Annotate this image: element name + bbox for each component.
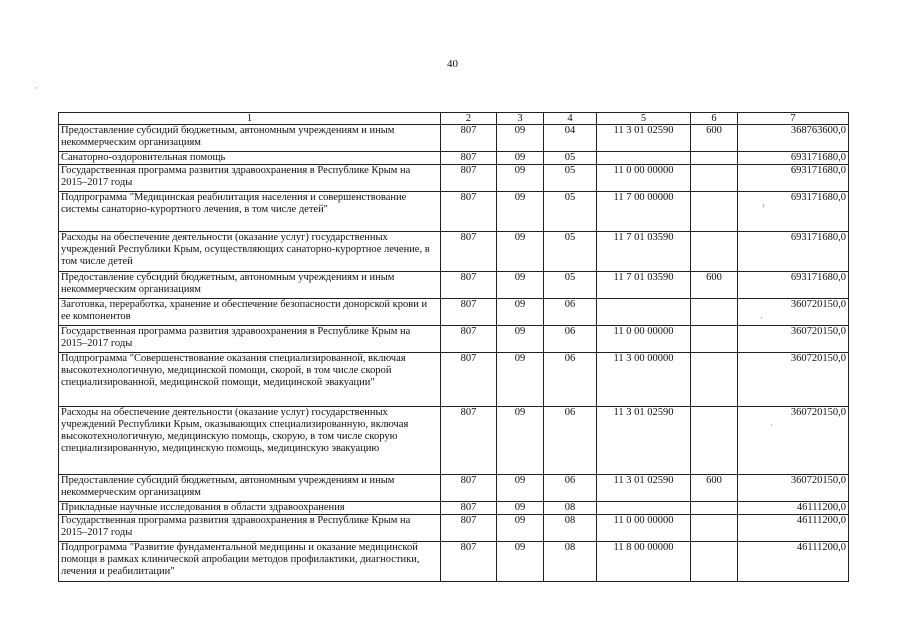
- table-row: [59, 299, 849, 326]
- column-header-5: 5: [597, 113, 691, 125]
- gr-code: 807: [441, 542, 497, 582]
- table-row: [59, 232, 849, 272]
- section-code: 09: [497, 192, 544, 232]
- margin-mark: ›: [762, 200, 765, 210]
- expense-type-code: [691, 232, 738, 272]
- amount: 693171680,0: [738, 232, 849, 272]
- subsection-code: 05: [544, 165, 597, 192]
- expense-type-code: [691, 407, 738, 475]
- gr-code: 807: [441, 502, 497, 515]
- expense-name: Подпрограмма "Развитие фундаментальной медицины и оказание медицинской помощи в рамках клинической апробации методов профилактики, диагностики, лечения и реабилитации": [59, 542, 441, 582]
- section-code: 09: [497, 475, 544, 502]
- table-row: [59, 475, 849, 502]
- gr-code: 807: [441, 125, 497, 152]
- table-row: [59, 407, 849, 475]
- expense-type-code: [691, 326, 738, 353]
- table-row: [59, 353, 849, 407]
- amount: 693171680,0: [738, 192, 849, 232]
- gr-code: 807: [441, 299, 497, 326]
- expense-name: Государственная программа развития здравоохранения в Республике Крым на 2015–2017 годы: [59, 326, 441, 353]
- expense-name: Предоставление субсидий бюджетным, автономным учреждениям и иным некоммерческим организациям: [59, 475, 441, 502]
- subsection-code: 05: [544, 272, 597, 299]
- expense-name: Подпрограмма "Медицинская реабилитация населения и совершенствование системы санаторно-курортного лечения, в том числе детей": [59, 192, 441, 232]
- section-code: 09: [497, 542, 544, 582]
- expense-name: Санаторно-оздоровительная помощь: [59, 152, 441, 165]
- gr-code: 807: [441, 165, 497, 192]
- gr-code: 807: [441, 515, 497, 542]
- section-code: 09: [497, 165, 544, 192]
- amount: 693171680,0: [738, 165, 849, 192]
- amount: 360720150,0: [738, 299, 849, 326]
- subsection-code: 05: [544, 152, 597, 165]
- section-code: 09: [497, 125, 544, 152]
- section-code: 09: [497, 502, 544, 515]
- table-row: [59, 165, 849, 192]
- target-code: [597, 502, 691, 515]
- expense-name: Подпрограмма "Совершенствование оказания специализированной, включая высокотехнологичную, медицинской помощи, скорой, в том числе скорой специализированной, медицинской помощи, медицинской эвакуации": [59, 353, 441, 407]
- section-code: 09: [497, 272, 544, 299]
- subsection-code: 05: [544, 232, 597, 272]
- table-row: [59, 125, 849, 152]
- target-code: [597, 299, 691, 326]
- column-header-6: 6: [691, 113, 738, 125]
- subsection-code: 04: [544, 125, 597, 152]
- expense-name: Расходы на обеспечение деятельности (оказание услуг) государственных учреждений Республики Крым, осуществляющих санаторно-курортное лечение, в том числе детей: [59, 232, 441, 272]
- target-code: 11 3 00 00000: [597, 353, 691, 407]
- section-code: 09: [497, 353, 544, 407]
- target-code: 11 7 01 03590: [597, 272, 691, 299]
- target-code: [597, 152, 691, 165]
- column-header-3: 3: [497, 113, 544, 125]
- gr-code: 807: [441, 152, 497, 165]
- amount: 360720150,0: [738, 353, 849, 407]
- margin-mark: ·: [35, 83, 38, 93]
- target-code: 11 7 00 00000: [597, 192, 691, 232]
- header-row: [59, 113, 849, 125]
- amount: 368763600,0: [738, 125, 849, 152]
- subsection-code: 06: [544, 407, 597, 475]
- subsection-code: 06: [544, 326, 597, 353]
- expense-type-code: 600: [691, 125, 738, 152]
- section-code: 09: [497, 152, 544, 165]
- gr-code: 807: [441, 475, 497, 502]
- table-row: [59, 515, 849, 542]
- page-number: 40: [447, 58, 458, 70]
- expense-type-code: [691, 165, 738, 192]
- subsection-code: 06: [544, 475, 597, 502]
- target-code: 11 0 00 00000: [597, 165, 691, 192]
- target-code: 11 3 01 02590: [597, 125, 691, 152]
- amount: 360720150,0: [738, 326, 849, 353]
- subsection-code: 06: [544, 353, 597, 407]
- amount: 46111200,0: [738, 502, 849, 515]
- gr-code: 807: [441, 407, 497, 475]
- table-row: [59, 326, 849, 353]
- section-code: 09: [497, 232, 544, 272]
- budget-table: [58, 112, 849, 582]
- column-header-2: 2: [441, 113, 497, 125]
- expense-type-code: [691, 192, 738, 232]
- expense-name: Предоставление субсидий бюджетным, автономным учреждениям и иным некоммерческим организациям: [59, 125, 441, 152]
- gr-code: 807: [441, 353, 497, 407]
- target-code: 11 3 01 02590: [597, 475, 691, 502]
- amount: 46111200,0: [738, 542, 849, 582]
- amount: 693171680,0: [738, 152, 849, 165]
- column-header-1: 1: [59, 113, 441, 125]
- amount: 46111200,0: [738, 515, 849, 542]
- expense-name: Государственная программа развития здравоохранения в Республике Крым на 2015–2017 годы: [59, 165, 441, 192]
- target-code: 11 3 01 02590: [597, 407, 691, 475]
- target-code: 11 8 00 00000: [597, 542, 691, 582]
- expense-type-code: [691, 299, 738, 326]
- gr-code: 807: [441, 326, 497, 353]
- expense-name: Государственная программа развития здравоохранения в Республике Крым на 2015–2017 годы: [59, 515, 441, 542]
- gr-code: 807: [441, 192, 497, 232]
- subsection-code: 08: [544, 542, 597, 582]
- expense-type-code: [691, 353, 738, 407]
- column-header-4: 4: [544, 113, 597, 125]
- expense-name: Прикладные научные исследования в области здравоохранения: [59, 502, 441, 515]
- subsection-code: 06: [544, 299, 597, 326]
- section-code: 09: [497, 407, 544, 475]
- expense-type-code: 600: [691, 475, 738, 502]
- amount: 360720150,0: [738, 475, 849, 502]
- target-code: 11 7 01 03590: [597, 232, 691, 272]
- gr-code: 807: [441, 232, 497, 272]
- table-row: [59, 272, 849, 299]
- subsection-code: 08: [544, 502, 597, 515]
- expense-type-code: [691, 515, 738, 542]
- table-row: [59, 542, 849, 582]
- subsection-code: 08: [544, 515, 597, 542]
- subsection-code: 05: [544, 192, 597, 232]
- amount: 693171680,0: [738, 272, 849, 299]
- expense-type-code: [691, 152, 738, 165]
- column-header-7: 7: [738, 113, 849, 125]
- gr-code: 807: [441, 272, 497, 299]
- expense-name: Расходы на обеспечение деятельности (оказание услуг) государственных учреждений Республики Крым, оказывающих специализированную, включая высокотехнологичную, медицинскую помощь, скорую, в том числе скорую специализированную, медицинскую помощь, медицинскую эвакуацию: [59, 407, 441, 475]
- margin-mark: ·: [770, 420, 773, 430]
- section-code: 09: [497, 299, 544, 326]
- table-row: [59, 502, 849, 515]
- expense-type-code: 600: [691, 272, 738, 299]
- expense-name: Заготовка, переработка, хранение и обеспечение безопасности донорской крови и ее компонентов: [59, 299, 441, 326]
- target-code: 11 0 00 00000: [597, 326, 691, 353]
- expense-type-code: [691, 542, 738, 582]
- amount: 360720150,0: [738, 407, 849, 475]
- expense-name: Предоставление субсидий бюджетным, автономным учреждениям и иным некоммерческим организациям: [59, 272, 441, 299]
- table-row: [59, 152, 849, 165]
- expense-type-code: [691, 502, 738, 515]
- target-code: 11 0 00 00000: [597, 515, 691, 542]
- section-code: 09: [497, 515, 544, 542]
- table-row: [59, 192, 849, 232]
- section-code: 09: [497, 326, 544, 353]
- margin-mark: ·: [760, 313, 763, 323]
